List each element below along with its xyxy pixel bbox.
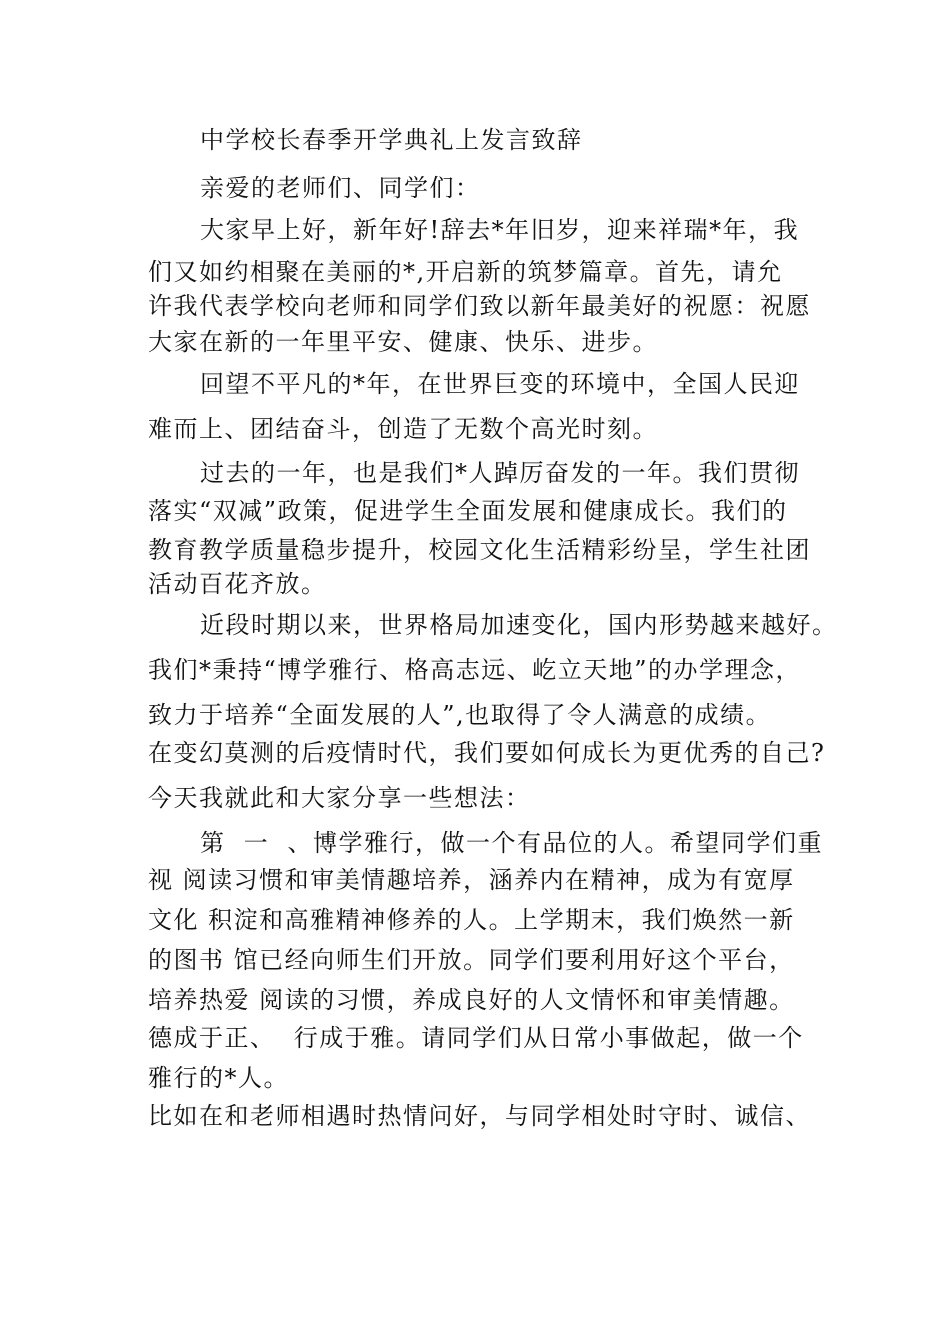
text-line: 落实“双减”政策，促进学生全面发展和健康成长。我们的 bbox=[148, 497, 788, 525]
text-line: 们又如约相聚在美丽的*,开启新的筑梦篇章。首先，请允 bbox=[148, 258, 783, 286]
text-line: 回望不平凡的*年，在世界巨变的环境中，全国人民迎 bbox=[200, 370, 800, 398]
text-line: 培养热爱 阅读的习惯，养成良好的人文情怀和审美情趣。 bbox=[148, 986, 795, 1014]
text-line: 比如在和老师相遇时热情问好，与同学相处时守时、诚信、 bbox=[148, 1102, 811, 1130]
text-line: 大家在新的一年里平安、健康、快乐、进步。 bbox=[148, 328, 658, 356]
text-line: 难而上、团结奋斗，创造了无数个高光时刻。 bbox=[148, 415, 658, 443]
text-line: 过去的一年，也是我们*人踔厉奋发的一年。我们贯彻 bbox=[200, 459, 800, 487]
text-line: 视 阅读习惯和审美情趣培养，涵养内在精神，成为有宽厚 bbox=[148, 866, 795, 894]
text-line: 我们*秉持“博学雅行、格高志远、屹立天地”的办学理念， bbox=[148, 656, 802, 684]
text-line: 活动百花齐放。 bbox=[148, 570, 327, 598]
text-line: 许我代表学校向老师和同学们致以新年最美好的祝愿：祝愿 bbox=[148, 292, 811, 320]
salutation-line: 亲爱的老师们、同学们： bbox=[200, 174, 481, 202]
text-line: 的图书 馆已经向师生们开放。同学们要利用好这个平台， bbox=[148, 946, 795, 974]
text-line: 致力于培养“全面发展的人”,也取得了令人满意的成绩。 bbox=[148, 701, 772, 729]
text-line: 近段时期以来，世界格局加速变化，国内形势越来越好。 bbox=[200, 611, 838, 639]
text-line: 雅行的*人。 bbox=[148, 1064, 289, 1092]
text-line: 德成于正、 行成于雅。请同学们从日常小事做起，做一个 bbox=[148, 1024, 804, 1052]
text-line: 文化 积淀和高雅精神修养的人。上学期末，我们焕然一新 bbox=[148, 906, 795, 934]
text-line: 教育教学质量稳步提升，校园文化生活精彩纷呈，学生社团 bbox=[148, 536, 811, 564]
text-line: 第 一 、博学雅行，做一个有品位的人。希望同学们重 bbox=[200, 829, 824, 857]
text-line: 在变幻莫测的后疫情时代，我们要如何成长为更优秀的自己? bbox=[148, 739, 826, 767]
document-title: 中学校长春季开学典礼上发言致辞 bbox=[200, 126, 583, 154]
text-line: 大家早上好，新年好!辞去*年旧岁，迎来祥瑞*年，我 bbox=[200, 216, 800, 244]
text-line: 今天我就此和大家分享一些想法： bbox=[148, 784, 531, 812]
